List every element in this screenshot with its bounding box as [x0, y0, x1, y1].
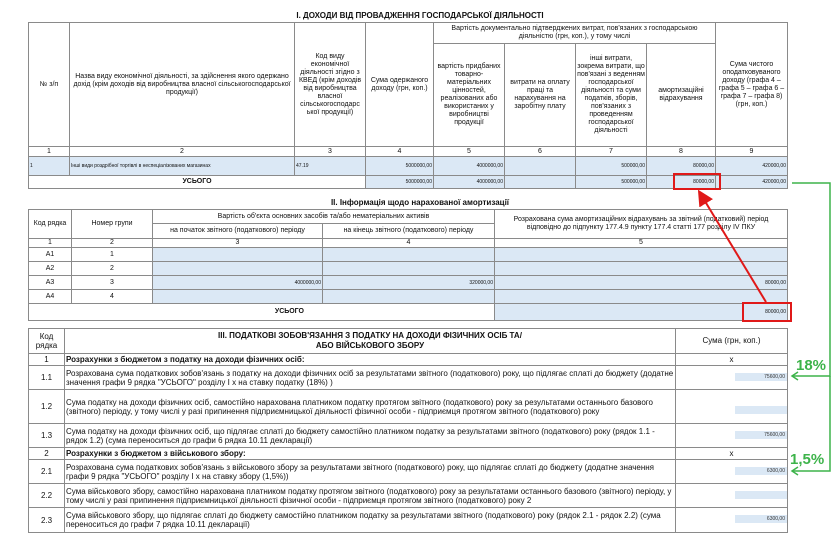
s2-row-calc[interactable]: 80000,00	[494, 275, 788, 290]
s1-total-income: 5000000,00	[365, 175, 434, 189]
s1-colnum: 8	[646, 146, 716, 157]
s1-colnum: 5	[433, 146, 505, 157]
s1-header-goods: вартість придбаних товарно-матеріальних цінностей, реалізованих або використаних у виробництві продукції	[433, 43, 505, 147]
s2-row-group: 2	[71, 261, 153, 276]
s1-colnum: 2	[69, 146, 295, 157]
s1-colnum: 6	[504, 146, 576, 157]
red-arrow	[700, 193, 766, 302]
s2-colnum: 3	[152, 238, 323, 248]
s1-total-amort: 80000,00	[646, 175, 716, 189]
s3-row-value[interactable]: 75600,00	[735, 373, 787, 381]
s3-row-code: 1.3	[28, 423, 65, 448]
s1-row1-goods[interactable]: 4000000,00	[433, 156, 505, 176]
section-3-title: III. ПОДАТКОВІ ЗОБОВ'ЯЗАННЯ З ПОДАТКУ НА ДОХОДИ ФІЗИЧНИХ ОСІБ ТА/АБО ВІЙСЬКОВОГО ЗБОРУ	[64, 328, 676, 354]
s2-row-end[interactable]: 320000,00	[322, 275, 495, 290]
s3-row-code: 1.2	[28, 389, 65, 424]
s3-row-text: Сума податку на доходи фізичних осіб, що підлягає сплаті до бюджету самостійно платником податку за результатами звітного (податкового) року (рядок 1.1 - рядок 1.2) (сума переноситься до графи 6 рядка 10.11 декларації)	[64, 423, 676, 448]
s1-header-wages: витрати на оплату праці та нарахування на заробітну плату	[504, 43, 576, 147]
s1-total-other: 500000,00	[575, 175, 647, 189]
s1-colnum: 3	[294, 146, 366, 157]
s3-row-text: Сума військового збору, самостійно нарахована платником податку протягом звітного (податкового) року за результатами останнього базового (звітного) періоду, у тому числі у разі припинення підприємницької діяльності фізичної особи - підприємця протягом звітного (податкового) року 2	[64, 483, 676, 508]
pct-military-label: 1,5%	[790, 451, 825, 468]
s1-header-income: Сума одержаного доходу (грн, коп.)	[365, 22, 434, 147]
s2-colnum: 2	[71, 238, 153, 248]
pct-pdfo-label: 18%	[796, 357, 827, 374]
s1-header-net: Сума чистого оподатковуваного доходу (графа 4 – графа 5 – графа 6 – графа 7 – графа 8) (грн, коп.)	[715, 22, 788, 147]
s1-row1-kved[interactable]: 47.19	[294, 156, 366, 176]
s2-total-calc: 80000,00	[494, 303, 788, 321]
s1-row1-net[interactable]: 420000,00	[715, 156, 788, 176]
s3-row-code: 2.3	[28, 507, 65, 533]
s3-header-sum: Сума (грн, коп.)	[675, 328, 788, 354]
s3-row-code: 2	[28, 447, 65, 460]
s2-row-group: 3	[71, 275, 153, 290]
s1-header-name: Назва виду економічної діяльності, за здійснення якого одержано дохід (крім доходів від виробництва власної сільськогосподарської продукції)	[69, 22, 295, 147]
s2-row-code: А3	[28, 275, 72, 290]
s3-row-value: х	[675, 353, 788, 366]
section-2-title: II. Інформація щодо нарахованої амортизації	[330, 198, 510, 207]
s2-total-label: УСЬОГО	[28, 303, 495, 321]
s2-colnum: 1	[28, 238, 72, 248]
s2-row-code: А2	[28, 261, 72, 276]
s1-colnum: 7	[575, 146, 647, 157]
s3-row-value[interactable]: 75600,00	[735, 431, 787, 439]
s1-header-num: № з/п	[28, 22, 70, 147]
s1-total-goods: 4000000,00	[433, 175, 505, 189]
s2-colnum: 4	[322, 238, 495, 248]
s1-total-label: УСЬОГО	[28, 175, 366, 189]
s1-row1-other[interactable]: 500000,00	[575, 156, 647, 176]
s3-row-text: Розрахована сума податкових зобов'язань з податку на доходи фізичних осіб за результатами звітного (податкового) року, що підлягає сплаті до бюджету (додатне значення графи 9 рядка "УСЬОГО" розділу I х на ставку податку (18%) )	[64, 365, 676, 390]
s2-row-group: 4	[71, 289, 153, 304]
s2-header-start: на початок звітного (податкового) періоду	[152, 223, 323, 239]
s1-colnum: 4	[365, 146, 434, 157]
s3-row-text: Розрахунки з бюджетом з податку на доходи фізичних осіб:	[64, 353, 676, 366]
s3-row-code: 2.2	[28, 483, 65, 508]
s3-row-code: 2.1	[28, 459, 65, 484]
s3-row-text: Сума військового збору, що підлягає сплаті до бюджету самостійно платником податку за результатами звітного (податкового) року (рядок 2.1 - рядок 2.2) (сума переноситься до графи 7 рядка 10.11 декларації)	[64, 507, 676, 533]
s1-row1-num: 1	[28, 156, 70, 176]
s1-row1-income[interactable]: 5000000,00	[365, 156, 434, 176]
s1-header-expenses-group: Вартість документально підтверджених витрат, пов'язаних з господарською діяльністю (грн, коп.), у тому числі	[433, 22, 716, 44]
s2-row-code: А4	[28, 289, 72, 304]
s1-colnum: 9	[715, 146, 788, 157]
s3-row-text: Сума податку на доходи фізичних осіб, самостійно нарахована платником податку протягом звітного (податкового) року за результатами останнього базового (звітного) періоду, у тому числі у разі припинення підприємницької діяльності фізичної особи - підприємця протягом звітного (податкового) року	[64, 389, 676, 424]
s1-row1-name[interactable]: Інші види роздрібної торгівлі в неспеціалізованих магазинах	[69, 156, 295, 176]
s1-colnum: 1	[28, 146, 70, 157]
s1-row1-amort[interactable]: 80000,00	[646, 156, 716, 176]
s2-header-code: Код рядка	[28, 209, 72, 239]
s2-row-start[interactable]: 4000000,00	[152, 275, 323, 290]
s3-row-value[interactable]: 6300,00	[735, 467, 787, 475]
s2-row-group: 1	[71, 247, 153, 262]
s2-header-calc: Розрахована сума амортизаційних відрахувань за звітний (податковий) період відповідно до підпункту 177.4.9 пункту 177.4 статті 177 розділу IV ПКУ	[494, 209, 788, 239]
green-connector-top	[792, 183, 830, 376]
s1-header-kved: Код виду економічної діяльності згідно з КВЕД (крім доходів від виробництва власної сільськогосподарс ької продукції)	[294, 22, 366, 147]
s1-header-other: інші витрати, зокрема витрати, що пов'язані з веденням господарської діяльності та суми податків, зборів, пов'язаних з проведенням господарської діяльності	[575, 43, 647, 147]
s3-row-value: х	[675, 447, 788, 460]
s1-header-amort: амортизаційні відрахування	[646, 43, 716, 147]
s2-header-end: на кінець звітного (податкового) періоду	[322, 223, 495, 239]
s3-row-text: Розрахунки з бюджетом з військового збору:	[64, 447, 676, 460]
s2-colnum: 5	[494, 238, 788, 248]
s3-row-value[interactable]: 6300,00	[735, 515, 787, 523]
s3-row-code: 1.1	[28, 365, 65, 390]
s2-header-value-group: Вартість об'єкта основних засобів та/або нематеріальних активів	[152, 209, 495, 224]
s3-header-code: Код рядка	[28, 328, 65, 354]
s3-row-text: Розрахована сума податкових зобов'язань з військового збору за результатами звітного (податкового) року, що підлягає сплаті до бюджету (додатне значення графи 9 рядка "УСЬОГО" розділу I х на ставку збору (1,5%))	[64, 459, 676, 484]
section-1-title: I. ДОХОДИ ВІД ПРОВАДЖЕННЯ ГОСПОДАРСЬКОЇ ДІЯЛЬНОСТІ	[296, 11, 544, 20]
s1-total-net: 420000,00	[715, 175, 788, 189]
s3-row-code: 1	[28, 353, 65, 366]
s2-header-group: Номер групи	[71, 209, 153, 239]
s2-row-code: А1	[28, 247, 72, 262]
